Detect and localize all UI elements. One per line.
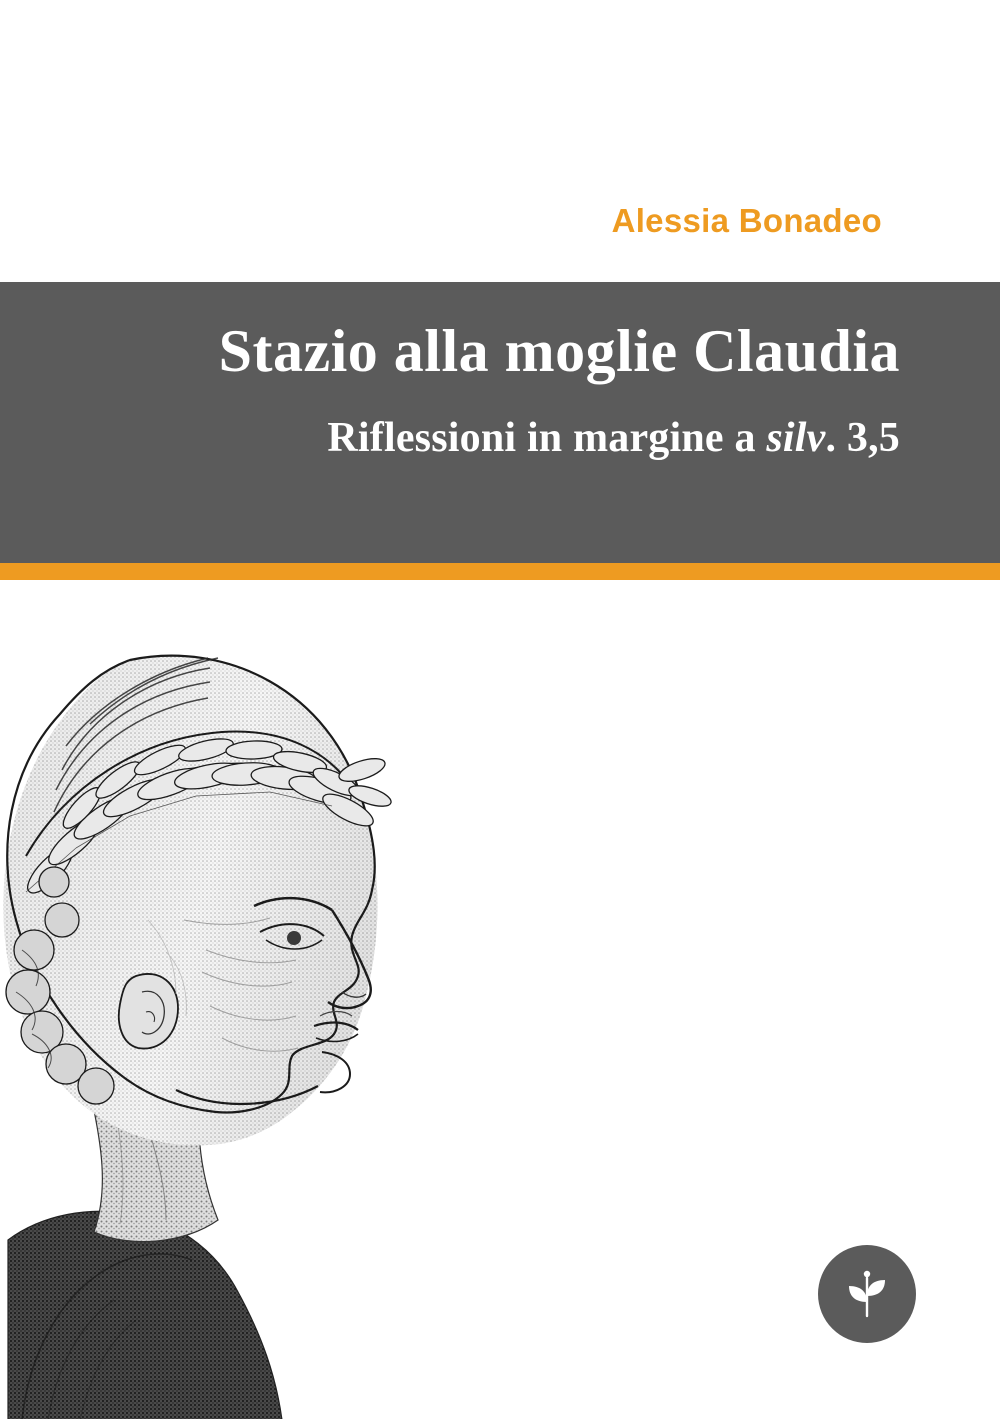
- subtitle: [0, 414, 900, 462]
- subtitle-text-italic: silv: [766, 415, 826, 461]
- roman-bust-illustration: [0, 620, 490, 1419]
- cover-illustration-area: [0, 580, 1000, 1419]
- title-band: [0, 282, 1000, 563]
- author-name: Alessia Bonadeo: [611, 202, 882, 239]
- page-title: Stazio alla moglie Claudia: [218, 318, 900, 384]
- publisher-logo: [818, 1245, 916, 1343]
- leaf-sprig-icon: [835, 1262, 899, 1326]
- subtitle-text-before: Riflessioni in margine a: [327, 415, 767, 461]
- subtitle-text-after: . 3,5: [825, 415, 900, 461]
- accent-divider: [0, 563, 1000, 580]
- author-area: [0, 0, 1000, 282]
